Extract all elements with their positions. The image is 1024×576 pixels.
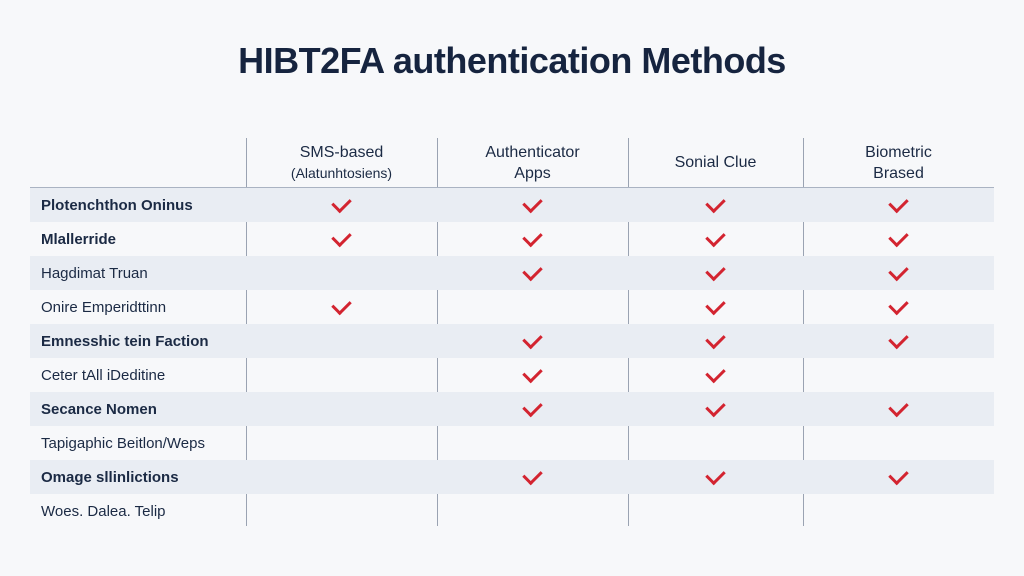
checkmark-icon <box>888 465 909 486</box>
table-cell <box>628 494 803 528</box>
checkmark-icon <box>888 329 909 350</box>
checkmark-icon <box>705 397 726 418</box>
table-cell <box>437 426 628 460</box>
checkmark-icon <box>705 227 726 248</box>
column-header-label: Biometric <box>865 143 932 161</box>
column-header-authenticator <box>437 138 628 187</box>
table-row <box>30 460 994 494</box>
table-cell <box>803 256 994 290</box>
checkmark-icon <box>522 261 543 282</box>
checkmark-icon <box>331 295 352 316</box>
page-title: HIBT2FA authentication Methods <box>238 40 786 81</box>
table-body <box>30 188 994 528</box>
checkmark-icon <box>331 193 352 214</box>
table-cell <box>246 426 437 460</box>
table-cell <box>628 256 803 290</box>
table-cell <box>803 324 994 358</box>
checkmark-icon <box>888 397 909 418</box>
table-cell <box>803 358 994 392</box>
table-row <box>30 426 994 460</box>
table-cell <box>803 460 994 494</box>
table-cell <box>803 188 994 222</box>
table-cell <box>246 358 437 392</box>
table-cell <box>437 324 628 358</box>
table-cell <box>803 222 994 256</box>
table-cell <box>628 188 803 222</box>
table-cell <box>437 188 628 222</box>
column-header-sublabel: Apps <box>514 164 551 182</box>
table-cell <box>437 494 628 528</box>
table-cell <box>246 494 437 528</box>
column-header-label: Authenticator <box>485 143 580 161</box>
row-label: Omage sllinlictions <box>41 468 179 486</box>
checkmark-icon <box>522 193 543 214</box>
table-cell <box>246 222 437 256</box>
checkmark-icon <box>522 227 543 248</box>
table-row <box>30 290 994 324</box>
checkmark-icon <box>705 193 726 214</box>
comparison-table <box>30 138 994 528</box>
checkmark-icon <box>888 227 909 248</box>
table-row <box>30 392 994 426</box>
table-cell <box>803 494 994 528</box>
table-cell <box>437 358 628 392</box>
checkmark-icon <box>705 465 726 486</box>
column-header-sublabel: (Alatunhtosiens) <box>290 164 393 181</box>
checkmark-icon <box>705 363 726 384</box>
table-cell <box>246 324 437 358</box>
table-cell <box>628 426 803 460</box>
table-cell <box>246 256 437 290</box>
table-cell <box>628 358 803 392</box>
table-cell <box>803 426 994 460</box>
table-cell <box>246 392 437 426</box>
table-cell <box>628 222 803 256</box>
row-label: Ceter tAll iDeditine <box>41 366 166 384</box>
column-header-sublabel: Brased <box>873 164 924 182</box>
table-cell <box>437 290 628 324</box>
table-row <box>30 494 994 528</box>
row-label: Hagdimat Truan <box>41 264 148 282</box>
column-header-biometric <box>803 138 994 187</box>
row-label: Woes. Dalea. Telip <box>41 502 166 520</box>
table-cell <box>437 222 628 256</box>
column-header-social <box>628 138 803 187</box>
row-label: Emnesshic tein Faction <box>41 332 209 350</box>
table-cell <box>437 256 628 290</box>
checkmark-icon <box>331 227 352 248</box>
row-label: Tapigaphic Beitlon/Weps <box>41 434 205 452</box>
row-label: Plotenchthon Oninus <box>41 196 193 214</box>
column-header-sms <box>246 138 437 187</box>
row-label: Onire Emperidttinn <box>41 298 167 316</box>
table-cell <box>437 392 628 426</box>
checkmark-icon <box>522 465 543 486</box>
checkmark-icon <box>888 193 909 214</box>
table-cell <box>803 392 994 426</box>
table-cell <box>628 290 803 324</box>
table-cell <box>628 392 803 426</box>
checkmark-icon <box>522 329 543 350</box>
checkmark-icon <box>522 397 543 418</box>
checkmark-icon <box>522 363 543 384</box>
table-row <box>30 222 994 256</box>
checkmark-icon <box>888 295 909 316</box>
row-label: Secance Nomen <box>41 400 157 418</box>
checkmark-icon <box>705 329 726 350</box>
column-header-label: SMS-based <box>299 143 384 161</box>
column-header-label: Sonial Clue <box>674 154 757 171</box>
checkmark-icon <box>705 261 726 282</box>
row-label: Mlallerride <box>41 230 117 248</box>
table-cell <box>803 290 994 324</box>
table-row <box>30 188 994 222</box>
table-cell <box>628 324 803 358</box>
table-cell <box>437 460 628 494</box>
table-cell <box>246 290 437 324</box>
table-row <box>30 256 994 290</box>
table-row <box>30 358 994 392</box>
table-cell <box>628 460 803 494</box>
table-header-row <box>30 138 994 188</box>
checkmark-icon <box>705 295 726 316</box>
table-cell <box>246 188 437 222</box>
table-row <box>30 324 994 358</box>
checkmark-icon <box>888 261 909 282</box>
table-cell <box>246 460 437 494</box>
